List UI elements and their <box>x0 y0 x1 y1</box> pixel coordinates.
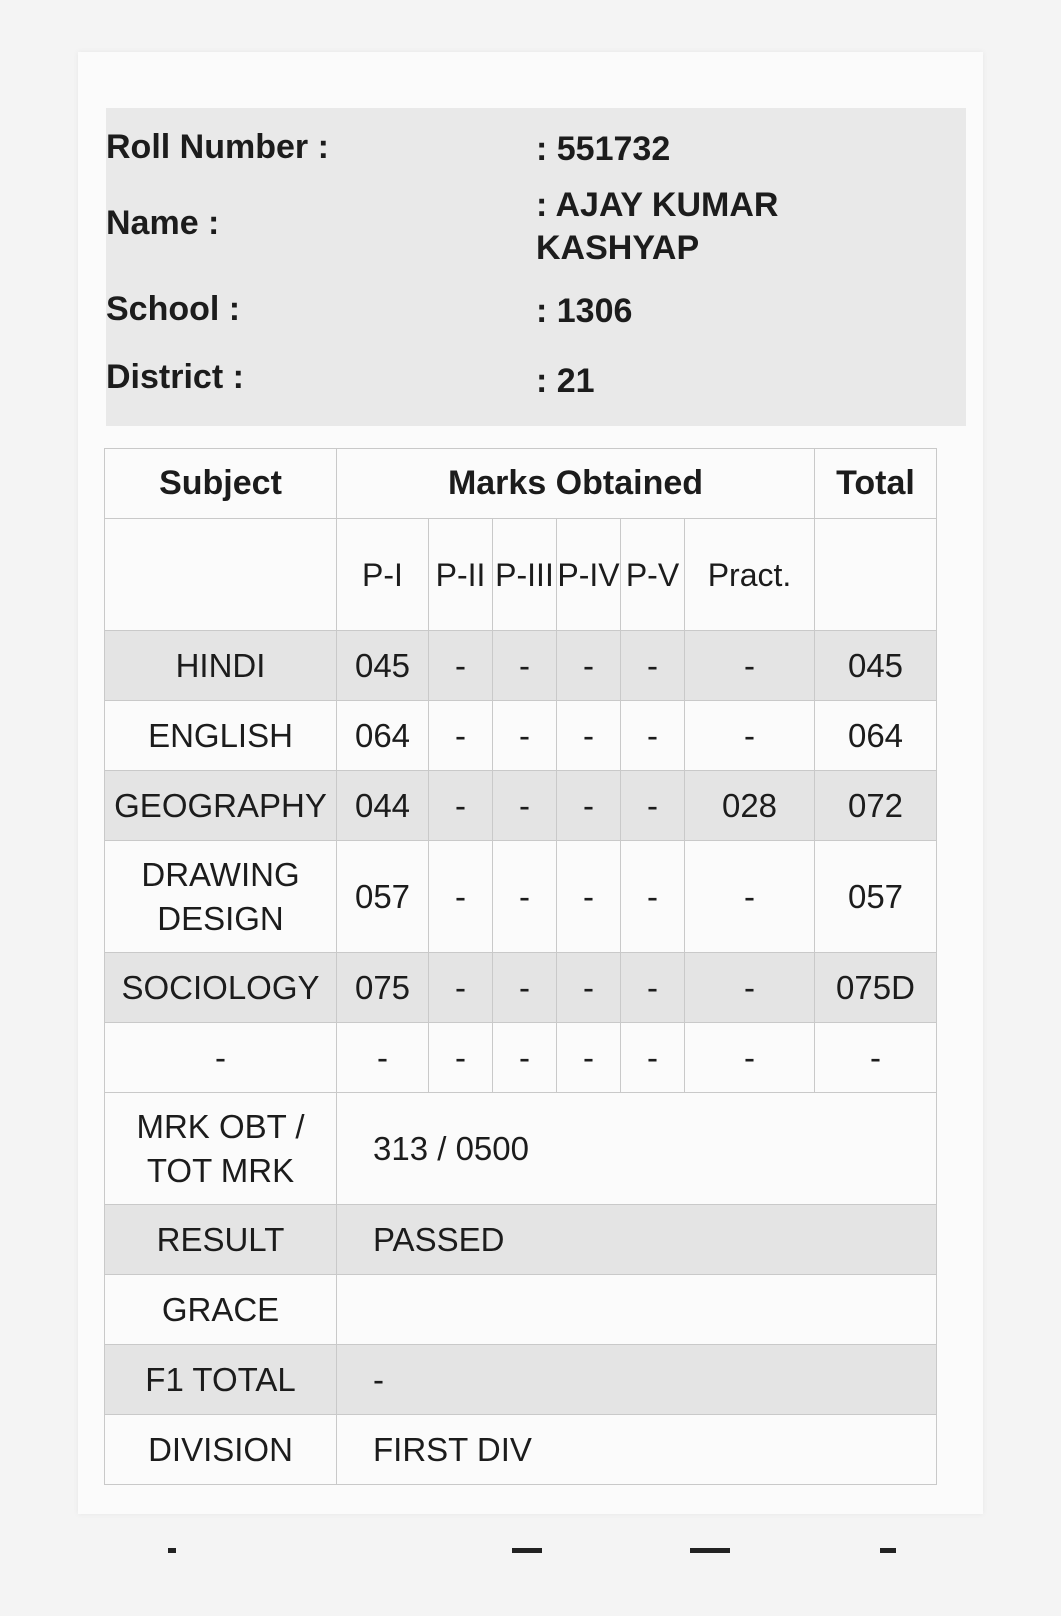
f1-total-label: F1 TOTAL <box>105 1345 337 1415</box>
p4-header: P-IV <box>557 519 621 631</box>
practical-cell: - <box>685 1023 815 1093</box>
p1-cell: - <box>337 1023 429 1093</box>
subject-subheader-blank <box>105 519 337 631</box>
marks-obtained-header: Marks Obtained <box>337 449 815 519</box>
roll-number-row <box>106 118 966 178</box>
p5-cell: - <box>621 1023 685 1093</box>
p3-cell: - <box>493 1023 557 1093</box>
table-row <box>105 631 937 701</box>
paper-header-row <box>105 519 937 631</box>
p2-cell: - <box>429 841 493 953</box>
total-subheader-blank <box>815 519 937 631</box>
school-value: : 1306 <box>536 292 633 330</box>
marks-obtained-total-label: MRK OBT / TOT MRK <box>105 1093 337 1205</box>
district-value: : 21 <box>536 362 595 400</box>
total-header: Total <box>815 449 937 519</box>
p5-cell: - <box>621 953 685 1023</box>
total-cell: 064 <box>815 701 937 771</box>
table-row <box>105 953 937 1023</box>
marks-obtained-total-value: 313 / 0500 <box>337 1093 937 1205</box>
cropped-footer-marks <box>0 1548 1061 1568</box>
division-label: DIVISION <box>105 1415 337 1485</box>
footer-mark <box>880 1548 896 1553</box>
p4-cell: - <box>557 841 621 953</box>
name-label: Name : <box>106 204 220 242</box>
p4-cell: - <box>557 771 621 841</box>
p3-cell: - <box>493 841 557 953</box>
p4-cell: - <box>557 701 621 771</box>
name-row <box>106 184 966 274</box>
marks-table <box>104 448 937 1485</box>
subject-header: Subject <box>105 449 337 519</box>
p2-cell: - <box>429 953 493 1023</box>
summary-row-result <box>105 1205 937 1275</box>
table-row <box>105 1023 937 1093</box>
table-row <box>105 841 937 953</box>
total-cell: 072 <box>815 771 937 841</box>
district-row <box>106 354 966 414</box>
p3-cell: - <box>493 953 557 1023</box>
practical-cell: - <box>685 953 815 1023</box>
f1-total-value: - <box>337 1345 937 1415</box>
p5-cell: - <box>621 701 685 771</box>
p5-header: P-V <box>621 519 685 631</box>
p2-cell: - <box>429 771 493 841</box>
p5-cell: - <box>621 841 685 953</box>
p1-cell: 044 <box>337 771 429 841</box>
subject-cell: SOCIOLOGY <box>105 953 337 1023</box>
practical-cell: - <box>685 841 815 953</box>
p1-cell: 064 <box>337 701 429 771</box>
practical-header: Pract. <box>685 519 815 631</box>
summary-row-grace <box>105 1275 937 1345</box>
district-label: District : <box>106 358 244 396</box>
p5-cell: - <box>621 771 685 841</box>
p2-cell: - <box>429 701 493 771</box>
p2-cell: - <box>429 1023 493 1093</box>
subject-cell: GEOGRAPHY <box>105 771 337 841</box>
total-cell: - <box>815 1023 937 1093</box>
summary-row-division <box>105 1415 937 1485</box>
p5-cell: - <box>621 631 685 701</box>
footer-mark <box>690 1548 730 1553</box>
grace-value <box>337 1275 937 1345</box>
roll-number-value: : 551732 <box>536 130 671 168</box>
p3-header: P-III <box>493 519 557 631</box>
footer-mark <box>512 1548 542 1553</box>
subject-cell: DRAWING DESIGN <box>105 841 337 953</box>
table-row <box>105 701 937 771</box>
p1-cell: 057 <box>337 841 429 953</box>
summary-row-marks <box>105 1093 937 1205</box>
roll-number-label: Roll Number : <box>106 128 329 166</box>
p2-cell: - <box>429 631 493 701</box>
footer-mark <box>168 1548 176 1553</box>
grace-label: GRACE <box>105 1275 337 1345</box>
table-row <box>105 771 937 841</box>
header-row <box>105 449 937 519</box>
result-value: PASSED <box>337 1205 937 1275</box>
total-cell: 075D <box>815 953 937 1023</box>
school-label: School : <box>106 290 241 328</box>
p4-cell: - <box>557 631 621 701</box>
student-info-panel <box>106 108 966 426</box>
practical-cell: - <box>685 631 815 701</box>
name-value: : AJAY KUMAR KASHYAP <box>536 186 779 267</box>
total-cell: 057 <box>815 841 937 953</box>
subject-cell: ENGLISH <box>105 701 337 771</box>
p1-cell: 075 <box>337 953 429 1023</box>
p4-cell: - <box>557 1023 621 1093</box>
school-row <box>106 284 966 344</box>
p3-cell: - <box>493 631 557 701</box>
p3-cell: - <box>493 771 557 841</box>
p2-header: P-II <box>429 519 493 631</box>
p1-header: P-I <box>337 519 429 631</box>
subject-cell: - <box>105 1023 337 1093</box>
p4-cell: - <box>557 953 621 1023</box>
total-cell: 045 <box>815 631 937 701</box>
practical-cell: - <box>685 701 815 771</box>
division-value: FIRST DIV <box>337 1415 937 1485</box>
p1-cell: 045 <box>337 631 429 701</box>
result-label: RESULT <box>105 1205 337 1275</box>
practical-cell: 028 <box>685 771 815 841</box>
summary-row-f1-total <box>105 1345 937 1415</box>
subject-cell: HINDI <box>105 631 337 701</box>
p3-cell: - <box>493 701 557 771</box>
